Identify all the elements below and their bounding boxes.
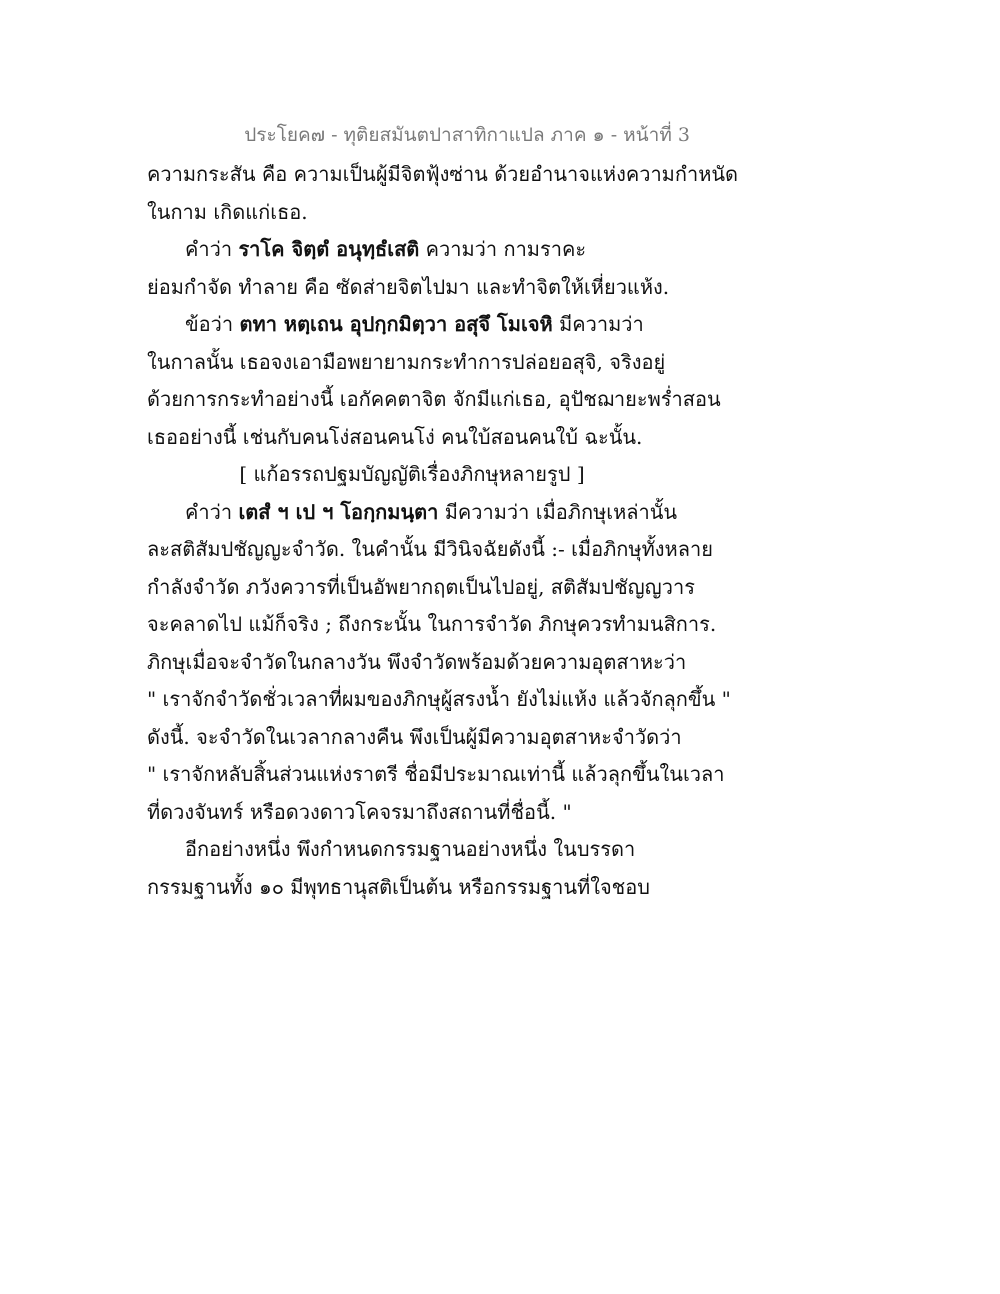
- text-line: อีกอย่างหนึ่ง พึงกำหนดกรรมฐานอย่างหนึ่ง ในบรรดา: [185, 837, 636, 861]
- text-line: [147, 306, 707, 344]
- text-run: ข้อว่า: [185, 312, 240, 336]
- text-line: ภิกษุเมื่อจะจำวัดในกลางวัน พึงจำวัดพร้อมด้วยความอุตสาหะว่า: [147, 649, 687, 674]
- section-heading: [ แก้อรรถปฐมบัญญัติเรื่องภิกษุหลายรูป ]: [239, 462, 585, 486]
- text-run: คำว่า: [185, 237, 239, 261]
- text-line: ย่อมกำจัด ทำลาย คือ ซัดส่ายจิตไปมา และทำจิตให้เหี่ยวแห้ง.: [147, 274, 670, 299]
- text-line: ด้วยการกระทำอย่างนี้ เอกัคคตาจิต จักมีแก่เธอ, อุปัชฌายะพร่ำสอน: [147, 387, 721, 411]
- text-line: " เราจักหลับสิ้นส่วนแห่งราตรี ชื่อมีประมาณเท่านี้ แล้วลุกขึ้นในเวลา: [147, 762, 725, 786]
- pali-term: เตสํ ฯ เป ฯ โอกฺกมนฺตา: [238, 499, 439, 524]
- text-line: ความกระสัน คือ ความเป็นผู้มีจิตฟุ้งซ่าน ด้วยอำนาจแห่งความกำหนัด: [147, 162, 739, 186]
- text-line: [147, 494, 707, 532]
- text-run: ความว่า กามราคะ: [419, 237, 587, 261]
- text-line: ละสติสัมปชัญญะจำวัด. ในคำนั้น มีวินิจฉัยดังนี้ :- เมื่อภิกษุทั้งหลาย: [147, 537, 713, 561]
- text-line: ดังนี้. จะจำวัดในเวลากลางคืน พึงเป็นผู้มีความอุตสาหะจำวัดว่า: [147, 724, 682, 749]
- text-run: คำว่า: [185, 499, 239, 524]
- text-line: กำลังจำวัด ภวังควารที่เป็นอัพยากฤตเป็นไปอยู่, สติสัมปชัญญวาร: [147, 574, 695, 599]
- pali-term: ราโค จิตฺตํ อนุทฺธํเสติ: [238, 237, 420, 261]
- text-run: มีความว่า เมื่อภิกษุเหล่านั้น: [438, 499, 678, 524]
- text-line: ในกาม เกิดแก่เธอ.: [147, 199, 308, 224]
- text-line: กรรมฐานทั้ง ๑๐ มีพุทธานุสติเป็นต้น หรือกรรมฐานที่ใจชอบ: [147, 874, 650, 899]
- text-line: [147, 231, 707, 269]
- document-body: [147, 156, 739, 906]
- text-line: ที่ดวงจันทร์ หรือดวงดาวโคจรมาถึงสถานที่ชื่อนี้. ": [147, 799, 572, 824]
- text-line: ในกาลนั้น เธอจงเอามือพยายามกระทำการปล่อยอสุจิ, จริงอยู่: [147, 349, 666, 374]
- text-line: เธออย่างนี้ เช่นกับคนโง่สอนคนโง่ คนใบ้สอนคนใบ้ ฉะนั้น.: [147, 424, 643, 449]
- pali-term: ตทา หตฺเถน อุปกฺกมิตฺวา อสุจึ โมเจหิ: [239, 312, 553, 336]
- text-line: " เราจักจำวัดชั่วเวลาที่ผมของภิกษุผู้สรงน้ำ ยังไม่แห้ง แล้วจักลุกขึ้น ": [147, 687, 731, 711]
- text-line: จะคลาดไป แม้ก็จริง ; ถึงกระนั้น ในการจำวัด ภิกษุควรทำมนสิการ.: [147, 612, 717, 636]
- text-run: มีความว่า: [552, 312, 644, 336]
- running-head: ประโยค๗ - ทุติยสมันตปาสาทิกาแปล ภาค ๑ - หน้าที่ 3: [244, 124, 690, 146]
